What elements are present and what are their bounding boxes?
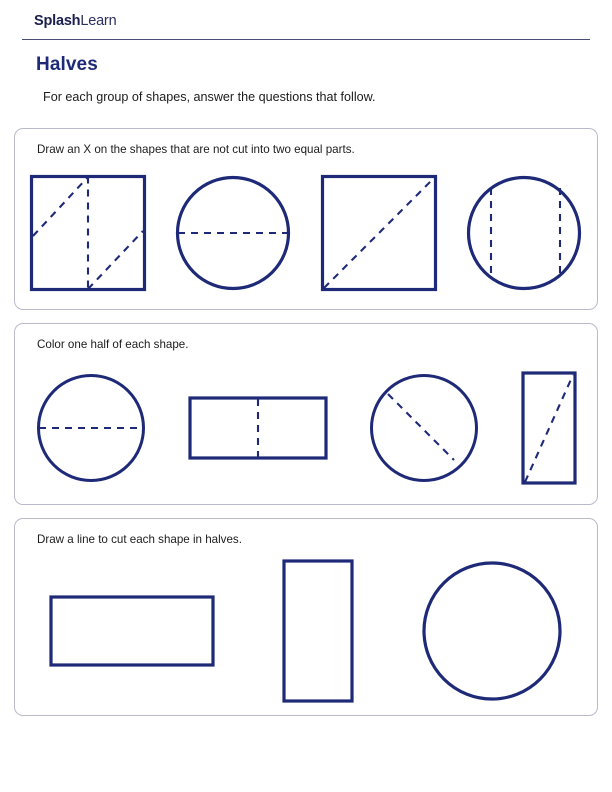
worksheet-sections	[0, 128, 612, 716]
shape-wide-rectangle-blank[interactable]	[49, 595, 215, 667]
section-prompt: Color one half of each shape.	[37, 338, 189, 352]
section-color-half	[14, 323, 598, 505]
shape-square-unequal-parts[interactable]	[29, 174, 147, 292]
shape-circle-horizontal-diameter[interactable]	[174, 174, 292, 292]
section-draw-line	[14, 518, 598, 716]
logo-text-light: Learn	[80, 13, 117, 29]
shape-row	[15, 157, 597, 309]
title-block	[0, 40, 612, 105]
shape-square-diagonal[interactable]	[320, 174, 438, 292]
shape-rectangle-vertical-midline[interactable]	[188, 396, 328, 460]
section-prompt: Draw an X on the shapes that are not cut into two equal parts.	[37, 143, 355, 157]
shape-row	[15, 547, 597, 715]
shape-circle-horizontal-diameter[interactable]	[35, 372, 147, 484]
section-draw-x	[14, 128, 598, 310]
shape-tall-rectangle-diagonal[interactable]	[521, 371, 577, 485]
page-subtitle: For each group of shapes, answer the questions that follow.	[43, 89, 376, 104]
shape-circle-diagonal-chord[interactable]	[368, 372, 480, 484]
page-header	[0, 0, 612, 29]
logo-text-bold: Splash	[34, 13, 81, 29]
shape-row	[15, 352, 597, 504]
shape-circle-two-vertical-chords[interactable]	[465, 174, 583, 292]
shape-circle-blank[interactable]	[421, 560, 563, 702]
section-prompt: Draw a line to cut each shape in halves.	[37, 533, 242, 547]
shape-tall-rectangle-blank[interactable]	[282, 559, 354, 703]
splashlearn-logo	[34, 14, 612, 29]
page-title: Halves	[36, 54, 98, 75]
